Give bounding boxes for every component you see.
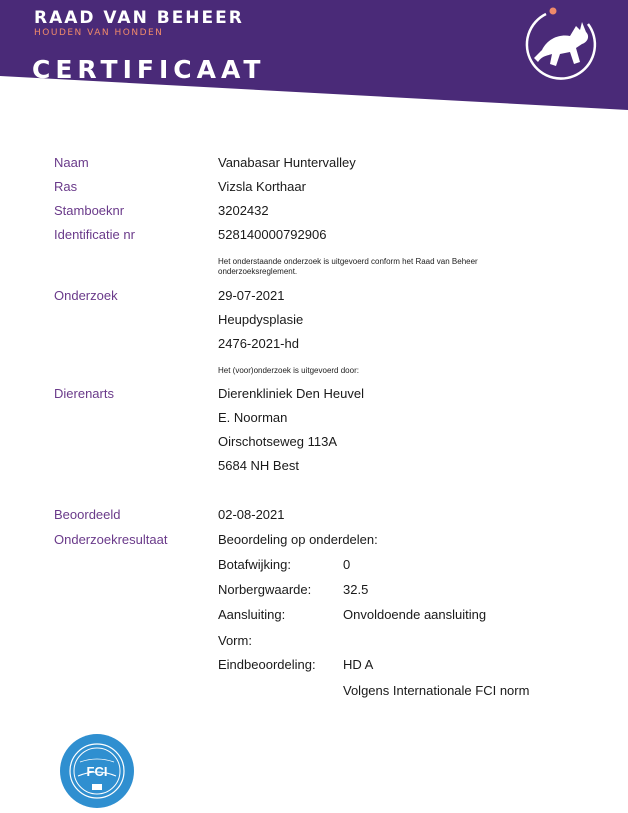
result-key: Botafwijking: (218, 557, 291, 572)
label-dierenarts: Dierenarts (54, 386, 114, 401)
seal-text: FCI (86, 764, 108, 779)
label-stamboeknr: Stamboeknr (54, 203, 125, 218)
result-value: Onvoldoende aansluiting (343, 607, 487, 622)
value-onderzoek-soort: Heupdysplasie (218, 312, 304, 327)
label-ras: Ras (54, 179, 78, 194)
result-value: HD A (343, 657, 374, 672)
value-onderzoek-datum: 29-07-2021 (218, 288, 285, 303)
result-key: Vorm: (218, 633, 252, 648)
brand-tagline: HOUDEN VAN HONDEN (34, 28, 164, 38)
label-beoordeeld: Beoordeeld (54, 507, 121, 522)
value-naam: Vanabasar Huntervalley (218, 155, 356, 170)
value-ras: Vizsla Korthaar (218, 179, 306, 194)
value-dierenarts-plaats: 5684 NH Best (218, 458, 299, 473)
value-dierenarts-adres: Oirschotseweg 113A (218, 434, 337, 449)
value-stamboeknr: 3202432 (218, 203, 269, 218)
value-dierenarts-naam: E. Noorman (218, 410, 288, 425)
result-key: Aansluiting: (218, 607, 286, 622)
value-fci-norm: Volgens Internationale FCI norm (343, 683, 530, 698)
note-reglement: Het onderstaande onderzoek is uitgevoerd conform het Raad van Beheer onderzoeksreglement. (218, 257, 478, 276)
dog-logo-icon (516, 2, 600, 86)
value-kliniek: Dierenkliniek Den Heuvel (218, 386, 364, 401)
certificate-title: CERTIFICAAT (32, 55, 266, 84)
label-onderzoek: Onderzoek (54, 288, 118, 303)
note-uitgevoerd-door: Het (voor)onderzoek is uitgevoerd door: (218, 366, 359, 375)
fci-seal-icon (58, 732, 136, 810)
value-beoordeeld: 02-08-2021 (218, 507, 285, 522)
label-naam: Naam (54, 155, 89, 170)
value-identificatie: 528140000792906 (218, 227, 327, 242)
result-key: Norbergwaarde: (218, 582, 312, 597)
value-onderzoek-nummer: 2476-2021-hd (218, 336, 299, 351)
label-identificatie: Identificatie nr (54, 227, 135, 242)
result-value: 0 (343, 557, 351, 572)
label-onderzoekresultaat: Onderzoekresultaat (54, 532, 168, 547)
value-resultaat-kop: Beoordeling op onderdelen: (218, 532, 378, 547)
brand-name: RAAD VAN BEHEER (34, 8, 244, 28)
result-value: 32.5 (343, 582, 369, 597)
result-key: Eindbeoordeling: (218, 657, 316, 672)
